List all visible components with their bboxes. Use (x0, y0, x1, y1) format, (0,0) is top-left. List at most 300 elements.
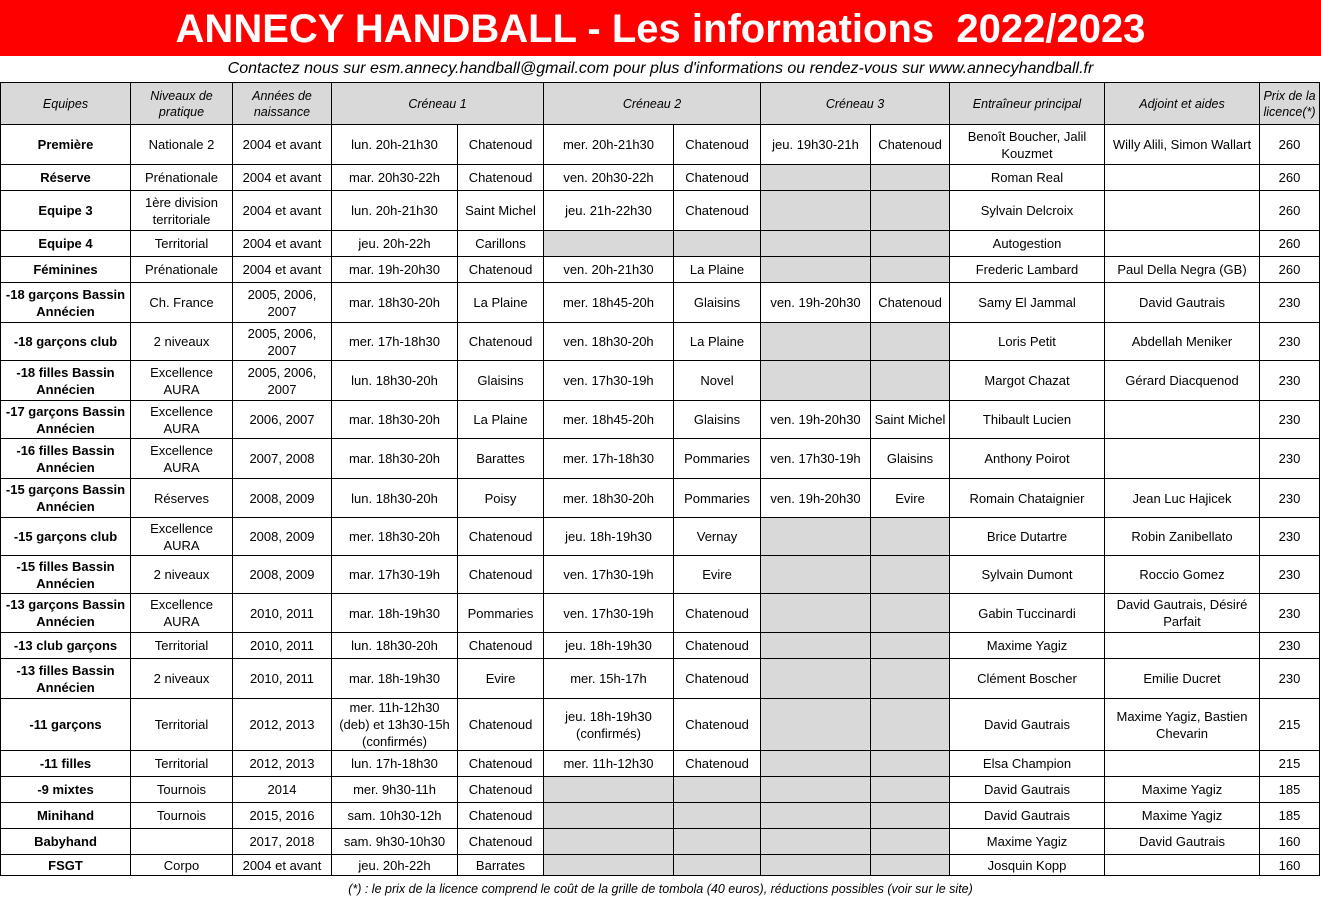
team-cell: -15 filles Bassin Annécien (1, 556, 131, 594)
years-cell: 2004 et avant (233, 191, 332, 231)
slot3-time-cell (761, 699, 871, 751)
slot1-time-cell: sam. 9h30-10h30 (332, 829, 458, 855)
slot3-place-cell (871, 556, 950, 594)
price-cell: 215 (1260, 751, 1320, 777)
slot3-time-cell (761, 361, 871, 401)
level-cell: Prénationale (131, 257, 233, 283)
team-cell: -13 garçons Bassin Annécien (1, 594, 131, 633)
slot1-time-cell: mar. 18h-19h30 (332, 659, 458, 699)
slot2-place-cell: Chatenoud (674, 699, 761, 751)
team-cell: Equipe 3 (1, 191, 131, 231)
years-cell: 2008, 2009 (233, 518, 332, 556)
footnote: (*) : le prix de la licence comprend le coût de la grille de tombola (40 euros), réductions possibles (voir sur le site) (348, 882, 973, 896)
coach-cell: David Gautrais (950, 777, 1105, 803)
slot1-time-cell: mer. 18h30-20h (332, 518, 458, 556)
team-cell: Babyhand (1, 829, 131, 855)
coach-cell: Loris Petit (950, 323, 1105, 361)
years-cell: 2007, 2008 (233, 439, 332, 479)
slot1-place-cell: Chatenoud (458, 633, 544, 659)
coach-cell: Maxime Yagiz (950, 633, 1105, 659)
years-cell: 2004 et avant (233, 231, 332, 257)
table-row (1, 257, 1320, 283)
coach-cell: Benoît Boucher, Jalil Kouzmet (950, 125, 1105, 165)
slot1-time-cell: mar. 18h30-20h (332, 401, 458, 439)
price-cell: 230 (1260, 401, 1320, 439)
slot2-time-cell: mer. 18h45-20h (544, 401, 674, 439)
slot1-place-cell: Chatenoud (458, 699, 544, 751)
level-cell: Territorial (131, 699, 233, 751)
coach-cell: Frederic Lambard (950, 257, 1105, 283)
team-cell: -15 garçons Bassin Annécien (1, 479, 131, 518)
slot2-time-cell (544, 829, 674, 855)
slot1-time-cell: lun. 18h30-20h (332, 361, 458, 401)
slot2-time-cell: ven. 20h30-22h (544, 165, 674, 191)
slot1-time-cell: mar. 18h30-20h (332, 283, 458, 323)
table-row (1, 751, 1320, 777)
table-row (1, 401, 1320, 439)
coach-cell: Sylvain Dumont (950, 556, 1105, 594)
team-cell: -13 filles Bassin Annécien (1, 659, 131, 699)
slot3-time-cell: ven. 19h-20h30 (761, 401, 871, 439)
table-row (1, 659, 1320, 699)
slot2-place-cell (674, 855, 761, 876)
assistant-cell: Paul Della Negra (GB) (1105, 257, 1260, 283)
years-cell: 2004 et avant (233, 855, 332, 876)
slot3-place-cell (871, 659, 950, 699)
slot1-place-cell: Barrates (458, 855, 544, 876)
slot3-time-cell (761, 165, 871, 191)
slot1-place-cell: Glaisins (458, 361, 544, 401)
level-cell: Territorial (131, 751, 233, 777)
slot1-time-cell: jeu. 20h-22h (332, 855, 458, 876)
coach-cell: Samy El Jammal (950, 283, 1105, 323)
level-cell: Excellence AURA (131, 518, 233, 556)
table-row (1, 231, 1320, 257)
slot1-time-cell: mar. 17h30-19h (332, 556, 458, 594)
level-cell: Territorial (131, 633, 233, 659)
slot3-place-cell (871, 323, 950, 361)
team-cell: -13 club garçons (1, 633, 131, 659)
years-cell: 2005, 2006, 2007 (233, 323, 332, 361)
years-cell: 2008, 2009 (233, 556, 332, 594)
slot3-place-cell (871, 361, 950, 401)
header-entraineur: Entraîneur principal (950, 83, 1105, 125)
level-cell: Excellence AURA (131, 401, 233, 439)
years-cell: 2014 (233, 777, 332, 803)
slot1-place-cell: Chatenoud (458, 323, 544, 361)
teams-table (0, 82, 1320, 876)
slot2-place-cell: Chatenoud (674, 191, 761, 231)
coach-cell: Thibault Lucien (950, 401, 1105, 439)
slot2-time-cell: jeu. 21h-22h30 (544, 191, 674, 231)
slot2-place-cell: Chatenoud (674, 165, 761, 191)
slot3-place-cell (871, 829, 950, 855)
slot2-place-cell: Chatenoud (674, 594, 761, 633)
assistant-cell: Maxime Yagiz (1105, 803, 1260, 829)
level-cell: Excellence AURA (131, 361, 233, 401)
slot2-place-cell (674, 829, 761, 855)
slot2-time-cell: mer. 20h-21h30 (544, 125, 674, 165)
slot1-place-cell: Chatenoud (458, 829, 544, 855)
header-creneau-3: Créneau 3 (761, 83, 950, 125)
price-cell: 230 (1260, 283, 1320, 323)
assistant-cell: Emilie Ducret (1105, 659, 1260, 699)
slot1-time-cell: lun. 18h30-20h (332, 479, 458, 518)
years-cell: 2010, 2011 (233, 659, 332, 699)
slot2-time-cell: ven. 17h30-19h (544, 594, 674, 633)
team-cell: Première (1, 125, 131, 165)
assistant-cell (1105, 633, 1260, 659)
coach-cell: David Gautrais (950, 803, 1105, 829)
slot3-time-cell (761, 751, 871, 777)
slot1-time-cell: mar. 19h-20h30 (332, 257, 458, 283)
table-row (1, 283, 1320, 323)
slot2-time-cell: ven. 17h30-19h (544, 556, 674, 594)
slot3-time-cell (761, 231, 871, 257)
slot2-place-cell: Pommaries (674, 479, 761, 518)
table-row (1, 165, 1320, 191)
slot3-time-cell: ven. 19h-20h30 (761, 283, 871, 323)
level-cell (131, 829, 233, 855)
table-row (1, 777, 1320, 803)
years-cell: 2004 et avant (233, 165, 332, 191)
page-title: ANNECY HANDBALL - Les informations 2022/2023 (0, 0, 1321, 56)
table-row (1, 361, 1320, 401)
price-cell: 185 (1260, 803, 1320, 829)
slot3-place-cell (871, 751, 950, 777)
slot1-place-cell: Chatenoud (458, 803, 544, 829)
slot1-time-cell: jeu. 20h-22h (332, 231, 458, 257)
assistant-cell: David Gautrais (1105, 829, 1260, 855)
slot2-time-cell (544, 231, 674, 257)
years-cell: 2008, 2009 (233, 479, 332, 518)
assistant-cell (1105, 231, 1260, 257)
coach-cell: Roman Real (950, 165, 1105, 191)
slot2-time-cell: mer. 18h45-20h (544, 283, 674, 323)
price-cell: 230 (1260, 479, 1320, 518)
header-creneau-2: Créneau 2 (544, 83, 761, 125)
assistant-cell: Roccio Gomez (1105, 556, 1260, 594)
slot2-time-cell: jeu. 18h-19h30 (544, 518, 674, 556)
level-cell: Ch. France (131, 283, 233, 323)
team-cell: -15 garçons club (1, 518, 131, 556)
slot3-place-cell (871, 257, 950, 283)
level-cell: Excellence AURA (131, 439, 233, 479)
slot1-place-cell: Chatenoud (458, 751, 544, 777)
slot2-time-cell: jeu. 18h-19h30 (544, 633, 674, 659)
contact-subtitle: Contactez nous sur esm.annecy.handball@gmail.com pour plus d'informations ou rendez-vous sur www.annecyhandball.fr (227, 60, 1094, 77)
table-row (1, 855, 1320, 876)
slot1-time-cell: mar. 18h-19h30 (332, 594, 458, 633)
team-cell: -18 garçons Bassin Annécien (1, 283, 131, 323)
slot3-place-cell: Chatenoud (871, 125, 950, 165)
assistant-cell (1105, 191, 1260, 231)
slot1-time-cell: mer. 17h-18h30 (332, 323, 458, 361)
price-cell: 260 (1260, 165, 1320, 191)
assistant-cell: Gérard Diacquenod (1105, 361, 1260, 401)
slot1-place-cell: Chatenoud (458, 257, 544, 283)
slot3-place-cell (871, 594, 950, 633)
slot3-time-cell (761, 777, 871, 803)
coach-cell: Margot Chazat (950, 361, 1105, 401)
assistant-cell (1105, 165, 1260, 191)
slot2-place-cell: Glaisins (674, 283, 761, 323)
slot3-time-cell (761, 594, 871, 633)
price-cell: 185 (1260, 777, 1320, 803)
slot2-time-cell: mer. 17h-18h30 (544, 439, 674, 479)
years-cell: 2005, 2006, 2007 (233, 283, 332, 323)
slot3-time-cell: ven. 17h30-19h (761, 439, 871, 479)
team-cell: -9 mixtes (1, 777, 131, 803)
slot3-place-cell (871, 699, 950, 751)
assistant-cell: David Gautrais (1105, 283, 1260, 323)
header-equipes: Equipes (1, 83, 131, 125)
slot1-place-cell: La Plaine (458, 401, 544, 439)
table-row (1, 479, 1320, 518)
level-cell: Territorial (131, 231, 233, 257)
slot2-time-cell: ven. 20h-21h30 (544, 257, 674, 283)
slot1-place-cell: Chatenoud (458, 777, 544, 803)
coach-cell: Elsa Champion (950, 751, 1105, 777)
slot1-time-cell: mer. 9h30-11h (332, 777, 458, 803)
team-cell: -17 garçons Bassin Annécien (1, 401, 131, 439)
level-cell: 2 niveaux (131, 323, 233, 361)
assistant-cell: Maxime Yagiz (1105, 777, 1260, 803)
price-cell: 160 (1260, 855, 1320, 876)
years-cell: 2015, 2016 (233, 803, 332, 829)
price-cell: 230 (1260, 361, 1320, 401)
coach-cell: Romain Chataignier (950, 479, 1105, 518)
assistant-cell: Jean Luc Hajicek (1105, 479, 1260, 518)
slot2-time-cell: mer. 18h30-20h (544, 479, 674, 518)
slot2-time-cell (544, 855, 674, 876)
price-cell: 230 (1260, 594, 1320, 633)
slot3-time-cell (761, 556, 871, 594)
table-row (1, 125, 1320, 165)
assistant-cell: David Gautrais, Désiré Parfait (1105, 594, 1260, 633)
slot1-place-cell: Chatenoud (458, 165, 544, 191)
slot1-time-cell: lun. 17h-18h30 (332, 751, 458, 777)
slot2-time-cell (544, 803, 674, 829)
slot3-time-cell (761, 659, 871, 699)
table-header-row (1, 83, 1320, 125)
coach-cell: Brice Dutartre (950, 518, 1105, 556)
slot3-place-cell (871, 231, 950, 257)
slot3-time-cell (761, 191, 871, 231)
level-cell: 1ère division territoriale (131, 191, 233, 231)
slot2-place-cell (674, 777, 761, 803)
coach-cell: Maxime Yagiz (950, 829, 1105, 855)
assistant-cell: Abdellah Meniker (1105, 323, 1260, 361)
slot1-place-cell: Chatenoud (458, 518, 544, 556)
slot1-place-cell: Carillons (458, 231, 544, 257)
slot3-place-cell (871, 633, 950, 659)
slot3-place-cell: Chatenoud (871, 283, 950, 323)
coach-cell: Clément Boscher (950, 659, 1105, 699)
slot1-time-cell: lun. 20h-21h30 (332, 191, 458, 231)
price-cell: 230 (1260, 659, 1320, 699)
level-cell: Tournois (131, 777, 233, 803)
table-row (1, 633, 1320, 659)
slot1-place-cell: La Plaine (458, 283, 544, 323)
slot2-place-cell: Chatenoud (674, 633, 761, 659)
slot1-time-cell: sam. 10h30-12h (332, 803, 458, 829)
slot3-time-cell: ven. 19h-20h30 (761, 479, 871, 518)
slot1-place-cell: Barattes (458, 439, 544, 479)
slot1-time-cell: mar. 20h30-22h (332, 165, 458, 191)
slot3-time-cell (761, 855, 871, 876)
level-cell: Tournois (131, 803, 233, 829)
level-cell: 2 niveaux (131, 659, 233, 699)
slot1-place-cell: Saint Michel (458, 191, 544, 231)
years-cell: 2004 et avant (233, 125, 332, 165)
price-cell: 230 (1260, 556, 1320, 594)
slot1-place-cell: Pommaries (458, 594, 544, 633)
assistant-cell: Willy Alili, Simon Wallart (1105, 125, 1260, 165)
level-cell: Corpo (131, 855, 233, 876)
coach-cell: Autogestion (950, 231, 1105, 257)
slot1-place-cell: Evire (458, 659, 544, 699)
header-annees: Années de naissance (233, 83, 332, 125)
coach-cell: Anthony Poirot (950, 439, 1105, 479)
years-cell: 2004 et avant (233, 257, 332, 283)
slot3-place-cell (871, 191, 950, 231)
level-cell: Nationale 2 (131, 125, 233, 165)
price-cell: 230 (1260, 439, 1320, 479)
slot2-place-cell (674, 803, 761, 829)
table-row (1, 829, 1320, 855)
team-cell: Réserve (1, 165, 131, 191)
slot2-time-cell (544, 777, 674, 803)
slot2-place-cell: Chatenoud (674, 659, 761, 699)
assistant-cell (1105, 401, 1260, 439)
table-row (1, 518, 1320, 556)
slot3-time-cell (761, 829, 871, 855)
slot3-time-cell (761, 257, 871, 283)
table-row (1, 803, 1320, 829)
years-cell: 2005, 2006, 2007 (233, 361, 332, 401)
slot2-time-cell: jeu. 18h-19h30 (confirmés) (544, 699, 674, 751)
price-cell: 230 (1260, 633, 1320, 659)
header-adjoint: Adjoint et aides (1105, 83, 1260, 125)
slot1-time-cell: mer. 11h-12h30 (deb) et 13h30-15h (confirmés) (332, 699, 458, 751)
team-cell: -16 filles Bassin Annécien (1, 439, 131, 479)
price-cell: 230 (1260, 323, 1320, 361)
table-row (1, 439, 1320, 479)
level-cell: Prénationale (131, 165, 233, 191)
slot1-time-cell: lun. 18h30-20h (332, 633, 458, 659)
table-row (1, 191, 1320, 231)
slot2-place-cell: Pommaries (674, 439, 761, 479)
slot1-place-cell: Chatenoud (458, 125, 544, 165)
coach-cell: Sylvain Delcroix (950, 191, 1105, 231)
slot2-place-cell: La Plaine (674, 257, 761, 283)
slot2-place-cell: Vernay (674, 518, 761, 556)
table-row (1, 594, 1320, 633)
slot2-place-cell: Chatenoud (674, 125, 761, 165)
slot2-time-cell: ven. 17h30-19h (544, 361, 674, 401)
coach-cell: Josquin Kopp (950, 855, 1105, 876)
slot2-place-cell: Glaisins (674, 401, 761, 439)
slot3-place-cell: Evire (871, 479, 950, 518)
header-prix: Prix de la licence(*) (1260, 83, 1320, 125)
slot3-place-cell (871, 165, 950, 191)
slot2-place-cell (674, 231, 761, 257)
slot3-time-cell: jeu. 19h30-21h (761, 125, 871, 165)
team-cell: -11 filles (1, 751, 131, 777)
slot2-place-cell: Evire (674, 556, 761, 594)
price-cell: 230 (1260, 518, 1320, 556)
price-cell: 260 (1260, 191, 1320, 231)
price-cell: 260 (1260, 231, 1320, 257)
slot1-place-cell: Poisy (458, 479, 544, 518)
team-cell: Minihand (1, 803, 131, 829)
level-cell: 2 niveaux (131, 556, 233, 594)
assistant-cell (1105, 855, 1260, 876)
coach-cell: David Gautrais (950, 699, 1105, 751)
assistant-cell: Maxime Yagiz, Bastien Chevarin (1105, 699, 1260, 751)
team-cell: -18 filles Bassin Annécien (1, 361, 131, 401)
years-cell: 2010, 2011 (233, 633, 332, 659)
assistant-cell (1105, 439, 1260, 479)
slot2-place-cell: Novel (674, 361, 761, 401)
price-cell: 215 (1260, 699, 1320, 751)
team-cell: FSGT (1, 855, 131, 876)
slot3-time-cell (761, 323, 871, 361)
coach-cell: Gabin Tuccinardi (950, 594, 1105, 633)
team-cell: -11 garçons (1, 699, 131, 751)
slot3-place-cell (871, 777, 950, 803)
slot1-time-cell: mar. 18h30-20h (332, 439, 458, 479)
header-niveaux: Niveaux de pratique (131, 83, 233, 125)
slot2-place-cell: Chatenoud (674, 751, 761, 777)
price-cell: 260 (1260, 125, 1320, 165)
slot3-place-cell (871, 803, 950, 829)
assistant-cell (1105, 751, 1260, 777)
slot3-place-cell (871, 518, 950, 556)
years-cell: 2010, 2011 (233, 594, 332, 633)
level-cell: Excellence AURA (131, 594, 233, 633)
assistant-cell: Robin Zanibellato (1105, 518, 1260, 556)
header-creneau-1: Créneau 1 (332, 83, 544, 125)
table-row (1, 323, 1320, 361)
price-cell: 260 (1260, 257, 1320, 283)
slot2-time-cell: mer. 11h-12h30 (544, 751, 674, 777)
slot3-place-cell (871, 855, 950, 876)
years-cell: 2012, 2013 (233, 699, 332, 751)
slot2-time-cell: ven. 18h30-20h (544, 323, 674, 361)
slot2-place-cell: La Plaine (674, 323, 761, 361)
slot2-time-cell: mer. 15h-17h (544, 659, 674, 699)
price-cell: 160 (1260, 829, 1320, 855)
table-row (1, 556, 1320, 594)
team-cell: -18 garçons club (1, 323, 131, 361)
slot3-place-cell: Saint Michel (871, 401, 950, 439)
level-cell: Réserves (131, 479, 233, 518)
team-cell: Féminines (1, 257, 131, 283)
slot1-time-cell: lun. 20h-21h30 (332, 125, 458, 165)
slot3-time-cell (761, 803, 871, 829)
years-cell: 2017, 2018 (233, 829, 332, 855)
slot3-time-cell (761, 518, 871, 556)
years-cell: 2012, 2013 (233, 751, 332, 777)
slot3-place-cell: Glaisins (871, 439, 950, 479)
team-cell: Equipe 4 (1, 231, 131, 257)
slot3-time-cell (761, 633, 871, 659)
slot1-place-cell: Chatenoud (458, 556, 544, 594)
years-cell: 2006, 2007 (233, 401, 332, 439)
table-row (1, 699, 1320, 751)
